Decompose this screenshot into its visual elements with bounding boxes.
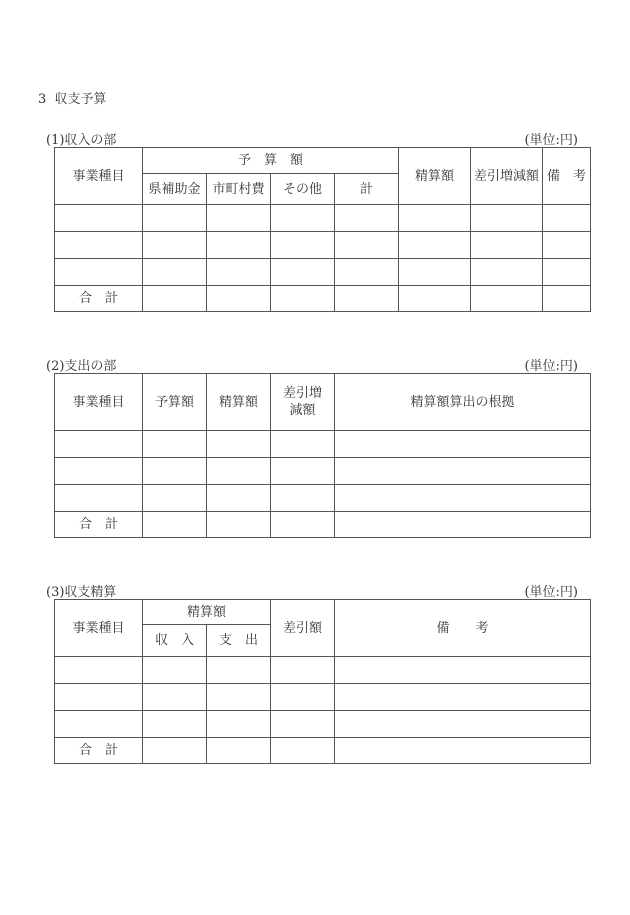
cell[interactable] xyxy=(335,657,591,684)
cell[interactable] xyxy=(271,431,335,458)
cell[interactable] xyxy=(335,259,399,286)
header-category: 事業種目 xyxy=(55,600,143,657)
table-row xyxy=(55,458,591,485)
header-settled-group: 精算額 xyxy=(143,600,271,625)
cell[interactable] xyxy=(55,431,143,458)
cell[interactable] xyxy=(335,738,591,764)
header-category: 事業種目 xyxy=(55,148,143,205)
cell[interactable] xyxy=(55,458,143,485)
total-label: 合 計 xyxy=(55,512,143,538)
cell[interactable] xyxy=(143,205,207,232)
cell[interactable] xyxy=(55,684,143,711)
cell[interactable] xyxy=(271,232,335,259)
total-row xyxy=(55,286,591,312)
cell[interactable] xyxy=(143,286,207,312)
cell[interactable] xyxy=(271,485,335,512)
cell[interactable] xyxy=(143,738,207,764)
cell[interactable] xyxy=(543,259,591,286)
table-row xyxy=(55,485,591,512)
cell[interactable] xyxy=(471,205,543,232)
cell[interactable] xyxy=(399,286,471,312)
income-caption: (1)収入の部 xyxy=(46,133,117,148)
cell[interactable] xyxy=(335,512,591,538)
income-unit: (単位:円) xyxy=(524,133,578,148)
header-income: 収 入 xyxy=(143,625,207,657)
table-row xyxy=(55,259,591,286)
cell[interactable] xyxy=(143,657,207,684)
table-row xyxy=(55,205,591,232)
header-budget: 予算額 xyxy=(143,374,207,431)
cell[interactable] xyxy=(55,485,143,512)
cell[interactable] xyxy=(207,684,271,711)
header-expense: 支 出 xyxy=(207,625,271,657)
table-row xyxy=(55,711,591,738)
header-subtotal: 計 xyxy=(335,174,399,205)
section-title: 3 収支予算 xyxy=(38,92,107,107)
cell[interactable] xyxy=(471,286,543,312)
cell[interactable] xyxy=(207,657,271,684)
cell[interactable] xyxy=(271,205,335,232)
cell[interactable] xyxy=(207,738,271,764)
table-row xyxy=(55,431,591,458)
cell[interactable] xyxy=(143,232,207,259)
header-settled: 精算額 xyxy=(207,374,271,431)
header-category: 事業種目 xyxy=(55,374,143,431)
expense-table xyxy=(54,373,591,538)
cell[interactable] xyxy=(207,458,271,485)
cell[interactable] xyxy=(335,485,591,512)
cell[interactable] xyxy=(143,684,207,711)
table-row xyxy=(55,657,591,684)
total-label: 合 計 xyxy=(55,738,143,764)
cell[interactable] xyxy=(271,458,335,485)
cell[interactable] xyxy=(207,286,271,312)
header-difference: 差引増減額 xyxy=(471,148,543,205)
header-other: その他 xyxy=(271,174,335,205)
header-prefecture-subsidy: 県補助金 xyxy=(143,174,207,205)
cell[interactable] xyxy=(335,431,591,458)
cell[interactable] xyxy=(207,232,271,259)
expense-unit: (単位:円) xyxy=(524,359,578,374)
cell[interactable] xyxy=(335,286,399,312)
cell[interactable] xyxy=(271,657,335,684)
cell[interactable] xyxy=(207,711,271,738)
settlement-table xyxy=(54,599,591,764)
cell[interactable] xyxy=(55,259,143,286)
cell[interactable] xyxy=(207,259,271,286)
header-remarks: 備 考 xyxy=(335,600,591,657)
cell[interactable] xyxy=(471,232,543,259)
total-row xyxy=(55,738,591,764)
cell[interactable] xyxy=(143,512,207,538)
cell[interactable] xyxy=(143,431,207,458)
cell[interactable] xyxy=(207,431,271,458)
cell[interactable] xyxy=(335,684,591,711)
header-budget-group: 予 算 額 xyxy=(143,148,399,174)
cell[interactable] xyxy=(207,512,271,538)
header-basis: 精算額算出の根拠 xyxy=(335,374,591,431)
cell[interactable] xyxy=(207,205,271,232)
cell[interactable] xyxy=(143,711,207,738)
table-row xyxy=(55,232,591,259)
cell[interactable] xyxy=(55,711,143,738)
cell[interactable] xyxy=(543,232,591,259)
cell[interactable] xyxy=(271,512,335,538)
cell[interactable] xyxy=(55,657,143,684)
cell[interactable] xyxy=(271,738,335,764)
header-remarks: 備 考 xyxy=(543,148,591,205)
cell[interactable] xyxy=(399,259,471,286)
cell[interactable] xyxy=(543,286,591,312)
expense-caption: (2)支出の部 xyxy=(46,359,117,374)
cell[interactable] xyxy=(335,205,399,232)
settlement-caption: (3)収支精算 xyxy=(46,585,117,600)
cell[interactable] xyxy=(271,684,335,711)
total-row xyxy=(55,512,591,538)
header-difference: 差引額 xyxy=(271,600,335,657)
cell[interactable] xyxy=(335,711,591,738)
header-difference: 差引増減額 xyxy=(271,374,335,431)
cell[interactable] xyxy=(143,259,207,286)
cell[interactable] xyxy=(399,205,471,232)
cell[interactable] xyxy=(55,232,143,259)
cell[interactable] xyxy=(543,205,591,232)
cell[interactable] xyxy=(143,458,207,485)
cell[interactable] xyxy=(207,485,271,512)
header-municipal-cost: 市町村費 xyxy=(207,174,271,205)
cell[interactable] xyxy=(271,259,335,286)
settlement-unit: (単位:円) xyxy=(524,585,578,600)
cell[interactable] xyxy=(55,205,143,232)
cell[interactable] xyxy=(335,232,399,259)
total-label: 合 計 xyxy=(55,286,143,312)
cell[interactable] xyxy=(399,232,471,259)
cell[interactable] xyxy=(335,458,591,485)
cell[interactable] xyxy=(271,711,335,738)
cell[interactable] xyxy=(143,485,207,512)
income-table xyxy=(54,147,591,312)
table-row xyxy=(55,684,591,711)
cell[interactable] xyxy=(471,259,543,286)
cell[interactable] xyxy=(271,286,335,312)
header-settled: 精算額 xyxy=(399,148,471,205)
